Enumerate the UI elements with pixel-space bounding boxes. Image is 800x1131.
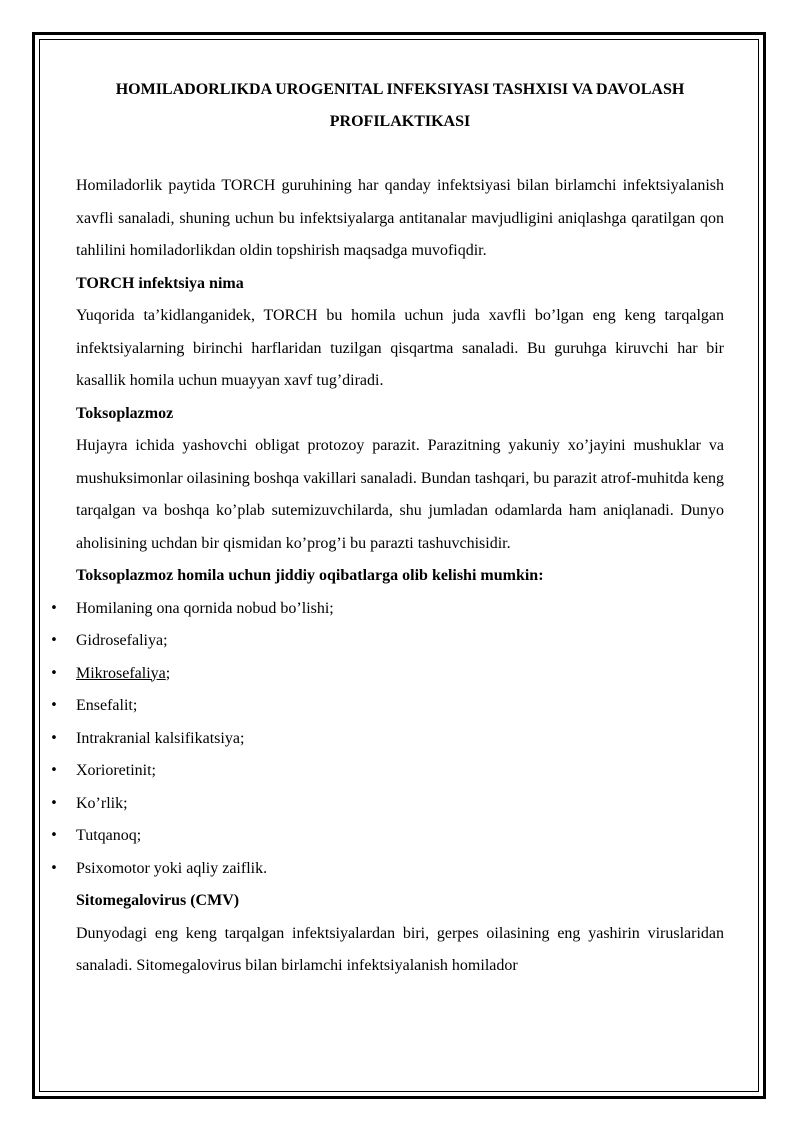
list-item bbox=[50, 755, 724, 788]
list-item-suffix: ; bbox=[165, 664, 171, 682]
bullet-icon: • bbox=[50, 828, 58, 843]
torch-heading: TORCH infektsiya nima bbox=[76, 274, 244, 292]
bullet-icon: • bbox=[50, 633, 58, 648]
document-body bbox=[50, 170, 724, 983]
mikrosefaliya-link[interactable]: Mikrosefaliya bbox=[76, 664, 166, 682]
list-item-text: Psixomotor yoki aqliy zaiflik. bbox=[76, 859, 268, 877]
list-item-text: Ko’rlik; bbox=[76, 794, 128, 812]
consequences-list bbox=[50, 593, 724, 886]
toxoplasmosis-paragraph: Hujayra ichida yashovchi obligat protozoy parazit. Parazitning yakuniy xo’jayini mushuklar va mushuksimonlar oilasining boshqa vakillari sanaladi. Bundan tashqari, bu parazit atrof-muhitda keng tarqalgan va boshqa ko’plab sutemizuvchilarda, shu jumladan odamlarda ham aniqlanadi. Dunyo aholisining uchdan bir qismidan ko’prog’i bu parazti tashuvchisidir. bbox=[76, 437, 724, 552]
bullet-icon: • bbox=[50, 665, 58, 681]
list-item bbox=[50, 625, 724, 658]
list-item-text: Tutqanoq; bbox=[76, 827, 142, 844]
consequences-heading: Toksoplazmoz homila uchun jiddiy oqibatlarga olib kelishi mumkin: bbox=[76, 567, 544, 584]
bullet-icon: • bbox=[50, 600, 58, 616]
list-item bbox=[50, 690, 724, 723]
bullet-icon: • bbox=[50, 698, 58, 713]
list-item bbox=[50, 593, 724, 626]
bullet-icon: • bbox=[50, 730, 58, 746]
cmv-heading: Sitomegalovirus (CMV) bbox=[76, 892, 240, 909]
intro-paragraph: Homiladorlik paytida TORCH guruhining har qanday infektsiyasi bilan birlamchi infektsiyalanish xavfli sanaladi, shuning uchun bu infektsiyalarga antitanalar mavjudligini aniqlashga qaratilgan qon tahlilini homiladorlikdan oldin topshirish maqsadga muvofiqdir. bbox=[76, 177, 724, 259]
bullet-icon: • bbox=[50, 763, 58, 778]
list-item bbox=[50, 820, 724, 853]
toxoplasmosis-heading: Toksoplazmoz bbox=[76, 404, 174, 422]
bullet-icon: • bbox=[50, 860, 58, 876]
list-item bbox=[50, 853, 724, 886]
torch-paragraph: Yuqorida ta’kidlanganidek, TORCH bu homila uchun juda xavfli bo’lgan eng keng tarqalgan infektsiyalarning birinchi harflaridan tuzilgan qisqartma sanaladi. Bu guruhga kiruvchi har bir kasallik homila uchun muayyan xavf tug’diradi. bbox=[76, 307, 724, 389]
list-item bbox=[50, 788, 724, 821]
list-item-text: Homilaning ona qornida nobud bo’lishi; bbox=[76, 599, 334, 617]
list-item bbox=[50, 658, 724, 691]
list-item-text: Gidrosefaliya; bbox=[76, 632, 168, 649]
list-item-text: Ensefalit; bbox=[76, 697, 138, 714]
list-item bbox=[50, 723, 724, 756]
list-item-text: Intrakranial kalsifikatsiya; bbox=[76, 729, 245, 747]
bullet-icon: • bbox=[50, 795, 58, 811]
cmv-paragraph: Dunyodagi eng keng tarqalgan infektsiyalardan biri, gerpes oilasining eng yashirin viruslaridan sanaladi. Sitomegalovirus bilan birlamchi infektsiyalanish homilador bbox=[76, 924, 724, 974]
list-item-text: Xorioretinit; bbox=[76, 762, 156, 779]
document-title: HOMILADORLIKDA UROGENITAL INFEKSIYASI TASHXISI VA DAVOLASH PROFILAKTIKASI bbox=[115, 81, 685, 130]
